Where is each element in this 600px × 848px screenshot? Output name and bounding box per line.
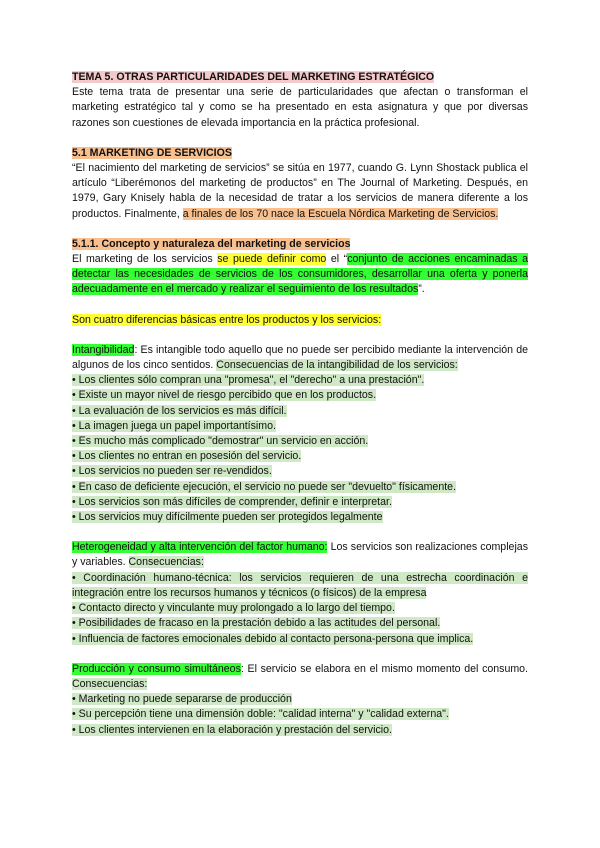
list-item: • Posibilidades de fracaso en la prestación debido a las actitudes del personal. bbox=[72, 617, 441, 630]
differences-intro: Son cuatro diferencias básicas entre los productos y los servicios: bbox=[72, 313, 382, 326]
intangibilidad-paragraph: Intangibilidad: Es intangible todo aquello que no puede ser percibido mediante la intervención de algunos de los cinco sentidos. Consecuencias de la intangibilidad de los servicios: bbox=[72, 343, 528, 372]
heterogeneidad-paragraph: Heterogeneidad y alta intervención del factor humano: Los servicios son realizaciones complejas y variables. Consecuencias: bbox=[72, 541, 528, 569]
list-item: • Influencia de factores emocionales debido al contacto persona-persona que implica. bbox=[72, 632, 474, 645]
produccion-paragraph: Producción y consumo simultáneos: El servicio se elabora en el mismo momento del consumo. Consecuencias: bbox=[72, 662, 528, 690]
list-item: • Marketing no puede separarse de producción bbox=[72, 693, 292, 706]
heterogeneidad-consequences: Consecuencias: bbox=[128, 556, 204, 569]
list-item: • Los servicios muy difícilmente pueden ser protegidos legalmente bbox=[72, 511, 383, 524]
section-5-1-1-heading: 5.1.1. Concepto y naturaleza del marketing de servicios bbox=[72, 237, 351, 250]
document-page bbox=[72, 70, 528, 738]
list-item: • Su percepción tiene una dimensión doble: "calidad interna" y "calidad externa". bbox=[72, 708, 449, 721]
heterogeneidad-label: Heterogeneidad y alta intervención del factor humano: bbox=[72, 541, 328, 554]
list-item: • Es mucho más complicado "demostrar" un servicio en acción. bbox=[72, 435, 369, 448]
list-item: • La evaluación de los servicios es más difícil. bbox=[72, 404, 287, 417]
list-item: • Los clientes intervienen en la elaboración y prestación del servicio. bbox=[72, 723, 392, 736]
list-item: • Los clientes sólo compran una "promesa", el "derecho" a una prestación". bbox=[72, 374, 425, 387]
list-item: • En caso de deficiente ejecución, el servicio no puede ser "devuelto" físicamente. bbox=[72, 480, 456, 493]
section-5-1-paragraph: “El nacimiento del marketing de servicios” se sitúa en 1977, cuando G. Lynn Shostack publica el artículo “Liberémonos del marketing de productos” en The Journal of Marketing. Después, en 1979, Gary Knisely habla de la necesidad de tratar a los servicios de manera diferente a los productos. Finalmente, a finales de los 70 nace la Escuela Nórdica Marketing de Servicios. bbox=[72, 162, 528, 220]
list-item: • Coordinación humano-técnica: los servicios requieren de una estrecha coordinación e integración entre los recursos humanos y técnicos (o físicos) de la empresa bbox=[72, 571, 528, 599]
list-item: • Los servicios son más difíciles de comprender, definir e interpretar. bbox=[72, 495, 392, 508]
list-item: • Existe un mayor nivel de riesgo percibido que en los productos. bbox=[72, 389, 377, 402]
produccion-label: Producción y consumo simultáneos bbox=[72, 662, 241, 675]
nordic-school-highlight: a finales de los 70 nace la Escuela Nórdica Marketing de Servicios. bbox=[182, 207, 499, 220]
title-text: TEMA 5. OTRAS PARTICULARIDADES DEL MARKETING ESTRATÉGICO bbox=[72, 71, 435, 83]
list-item: • Los clientes no entran en posesión del servicio. bbox=[72, 450, 302, 463]
list-item: • La imagen juega un papel importantísimo. bbox=[72, 419, 276, 432]
definition-paragraph: El marketing de los servicios se puede definir como el “conjunto de acciones encaminadas a detectar las necesidades de servicios de los consumidores, desarrollar una oferta y ponerla adecuadamente en el mercado y realizar el seguimiento de los resultados”. bbox=[72, 253, 528, 296]
document-title bbox=[72, 70, 528, 85]
definition-quote: conjunto de acciones encaminadas a detectar las necesidades de servicios de los consumidores, desarrollar una oferta y ponerla adecuadamente en el mercado y realizar el seguimiento de los resultados bbox=[72, 253, 528, 296]
produccion-consequences: Consecuencias: bbox=[72, 677, 148, 690]
intangibilidad-label: Intangibilidad bbox=[72, 343, 135, 356]
intangibilidad-consequences: Consecuencias de la intangibilidad de los servicios: bbox=[216, 359, 458, 372]
section-5-1-heading: 5.1 MARKETING DE SERVICIOS bbox=[72, 146, 232, 159]
intro-paragraph: Este tema trata de presentar una serie de particularidades que afectan o transforman el marketing estratégico tal y como se ha presentado en esta asignatura y que por diversas razones son cuestiones de elevada importancia en la práctica profesional. bbox=[72, 86, 528, 129]
list-item: • Contacto directo y vinculante muy prolongado a lo largo del tiempo. bbox=[72, 602, 395, 615]
definition-highlight: se puede definir como bbox=[217, 253, 327, 266]
list-item: • Los servicios no pueden ser re-vendidos. bbox=[72, 465, 272, 478]
